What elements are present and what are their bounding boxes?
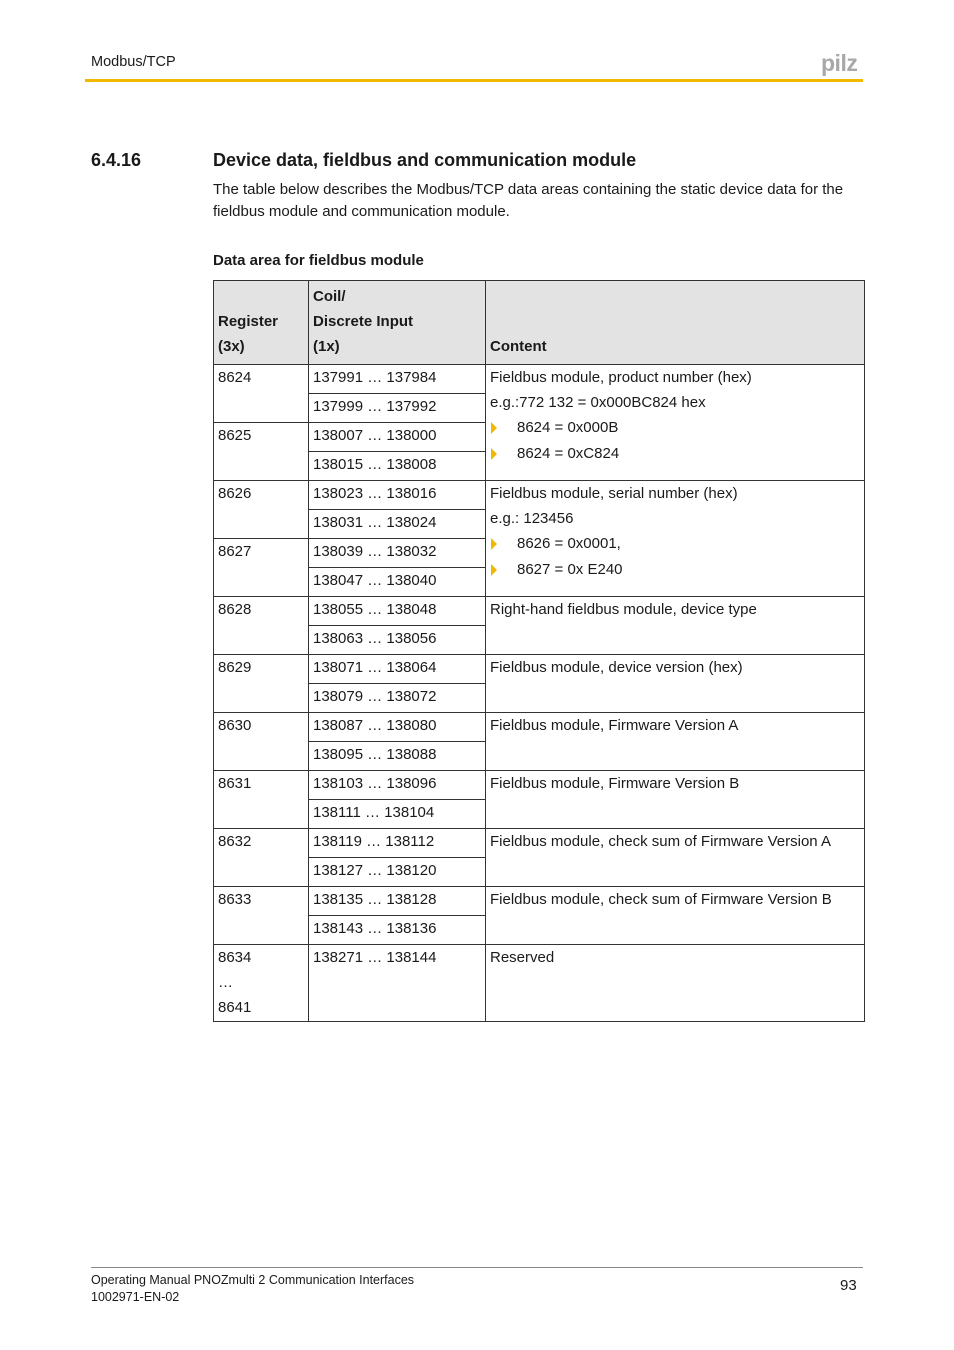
- content-line: Right-hand fieldbus module, device type: [490, 601, 757, 618]
- register-cell: 8626: [214, 481, 309, 539]
- content-cell: [486, 887, 865, 945]
- table-row: [214, 365, 865, 394]
- coil-range-cell: 138271 … 138144: [309, 945, 486, 1022]
- register-cell: 8631: [214, 771, 309, 829]
- svg-text:pilz: pilz: [821, 52, 858, 76]
- register-cell: 8624: [214, 365, 309, 423]
- header-content: Content: [486, 281, 865, 365]
- content-line: Fieldbus module, device version (hex): [490, 659, 743, 676]
- register-cell: 8627: [214, 539, 309, 597]
- coil-range-cell: 138063 … 138056: [309, 626, 486, 655]
- coil-range-cell: 138079 … 138072: [309, 684, 486, 713]
- coil-range-cell: 138119 … 138112: [309, 829, 486, 858]
- table-row: [214, 771, 865, 800]
- content-line: e.g.:772 132 = 0x000BC824 hex: [490, 394, 706, 411]
- coil-range-cell: 138007 … 138000: [309, 423, 486, 452]
- bullet-item: [490, 531, 860, 557]
- content-cell: [486, 713, 865, 771]
- header-register: Register (3x): [214, 281, 309, 365]
- coil-range-cell: 138039 … 138032: [309, 539, 486, 568]
- arrow-bullet-icon: [491, 448, 497, 460]
- content-cell: [486, 481, 865, 597]
- table-row: [214, 829, 865, 858]
- coil-range-cell: 138047 … 138040: [309, 568, 486, 597]
- bullet-text: 8627 = 0x E240: [517, 561, 623, 578]
- table-row-reserved: [214, 945, 865, 1022]
- coil-range-cell: 138135 … 138128: [309, 887, 486, 916]
- footer-manual-title: Operating Manual PNOZmulti 2 Communication Interfaces: [91, 1273, 415, 1287]
- content-cell: [486, 365, 865, 481]
- content-cell: [486, 771, 865, 829]
- content-line: Fieldbus module, Firmware Version B: [490, 775, 740, 792]
- coil-range-cell: 138127 … 138120: [309, 858, 486, 887]
- register-cell: 8633: [214, 887, 309, 945]
- coil-range-cell: 138023 … 138016: [309, 481, 486, 510]
- content-cell: [486, 655, 865, 713]
- bullet-item: [490, 415, 860, 441]
- section-number: 6.4.16: [91, 150, 142, 170]
- table-row: [214, 887, 865, 916]
- header-coil: Coil/ Discrete Input (1x): [309, 281, 486, 365]
- coil-range-cell: 138071 … 138064: [309, 655, 486, 684]
- coil-range-cell: 138143 … 138136: [309, 916, 486, 945]
- coil-range-cell: 138055 … 138048: [309, 597, 486, 626]
- register-line: …: [218, 974, 233, 991]
- coil-range-cell: 138111 … 138104: [309, 800, 486, 829]
- pilz-logo: [821, 52, 863, 76]
- content-line: Fieldbus module, serial number (hex): [490, 485, 738, 502]
- coil-range-cell: 138087 … 138080: [309, 713, 486, 742]
- content-line: Fieldbus module, product number (hex): [490, 369, 752, 386]
- table-row: [214, 597, 865, 626]
- table-row: [214, 655, 865, 684]
- content-cell: Reserved: [486, 945, 865, 1022]
- coil-range-cell: 137999 … 137992: [309, 394, 486, 423]
- footer-doc-number: 1002971-EN-02: [91, 1290, 180, 1304]
- coil-range-cell: 138031 … 138024: [309, 510, 486, 539]
- section-intro: The table below describes the Modbus/TCP data areas containing the static device data for the fieldbus module and communication module.: [213, 181, 844, 220]
- content-line: Fieldbus module, Firmware Version A: [490, 717, 739, 734]
- arrow-bullet-icon: [491, 564, 497, 576]
- bullet-text: 8626 = 0x0001,: [517, 535, 621, 552]
- arrow-bullet-icon: [491, 422, 497, 434]
- content-cell: [486, 597, 865, 655]
- coil-range-cell: 138103 … 138096: [309, 771, 486, 800]
- register-line: 8641: [218, 999, 252, 1016]
- bullet-text: 8624 = 0x000B: [517, 419, 619, 436]
- header-rule: [85, 79, 863, 82]
- coil-range-cell: 137991 … 137984: [309, 365, 486, 394]
- register-cell: 8632: [214, 829, 309, 887]
- coil-range-cell: 138095 … 138088: [309, 742, 486, 771]
- register-cell: 8628: [214, 597, 309, 655]
- register-line: 8634: [218, 949, 252, 966]
- bullet-item: [490, 441, 860, 467]
- table-header-row: [214, 281, 865, 365]
- section-title: Device data, fieldbus and communication module: [213, 150, 637, 170]
- content-line: Fieldbus module, check sum of Firmware Version A: [490, 833, 831, 850]
- running-header: Modbus/TCP: [91, 54, 176, 70]
- content-line: e.g.: 123456: [490, 510, 574, 527]
- content-cell: [486, 829, 865, 887]
- content-line: Fieldbus module, check sum of Firmware Version B: [490, 891, 832, 908]
- bullet-text: 8624 = 0xC824: [517, 445, 620, 462]
- page-number: 93: [840, 1277, 857, 1294]
- register-cell: [214, 945, 309, 1022]
- table-row: [214, 481, 865, 510]
- register-cell: 8630: [214, 713, 309, 771]
- fieldbus-data-table: [213, 280, 865, 1022]
- table-caption: Data area for fieldbus module: [213, 252, 424, 269]
- bullet-item: [490, 557, 860, 583]
- arrow-bullet-icon: [491, 538, 497, 550]
- footer-rule: [91, 1267, 863, 1268]
- coil-range-cell: 138015 … 138008: [309, 452, 486, 481]
- table-row: [214, 713, 865, 742]
- register-cell: 8625: [214, 423, 309, 481]
- register-cell: 8629: [214, 655, 309, 713]
